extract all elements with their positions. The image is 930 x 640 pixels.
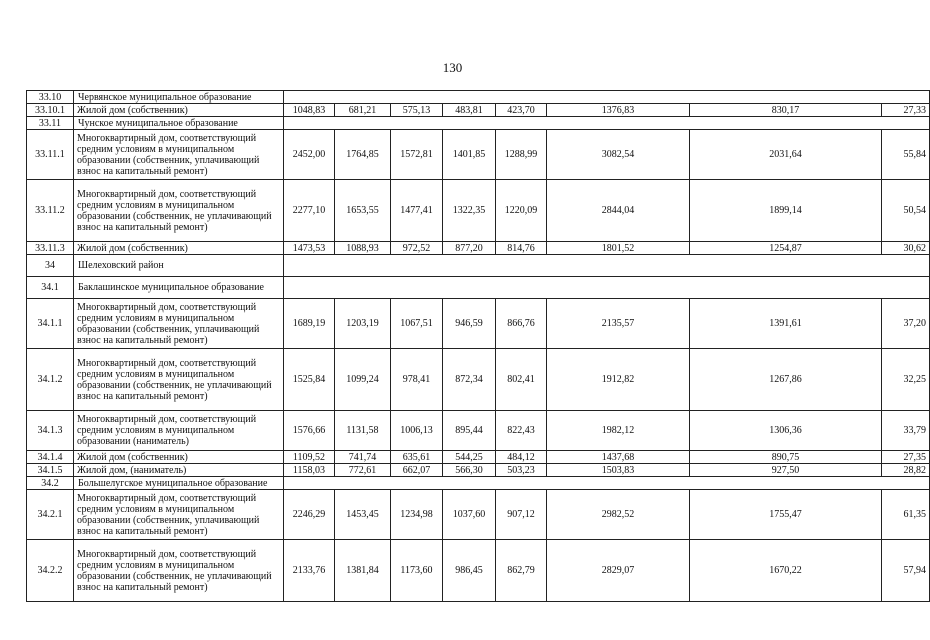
value-cell: 32,25 (882, 349, 930, 411)
value-cell: 1437,68 (547, 451, 690, 464)
value-cell: 972,52 (391, 242, 443, 255)
table-row (27, 540, 930, 602)
table-row (27, 130, 930, 180)
value-cell: 27,35 (882, 451, 930, 464)
value-cell: 946,59 (443, 299, 496, 349)
value-cell: 1525,84 (284, 349, 335, 411)
value-cell: 1131,58 (335, 411, 391, 451)
row-title: Многоквартирный дом, соответствующий средним условиям в муниципальном образовании (собственник, не уплачивающий взнос на капитальный ремонт) (74, 349, 284, 411)
value-cell: 2135,57 (547, 299, 690, 349)
value-cell: 2452,00 (284, 130, 335, 180)
value-cell: 1158,03 (284, 464, 335, 477)
section-row (27, 477, 930, 490)
value-cell: 1689,19 (284, 299, 335, 349)
value-cell: 1572,81 (391, 130, 443, 180)
section-title: Большелугское муниципальное образование (74, 477, 284, 490)
value-cell: 822,43 (496, 411, 547, 451)
value-cell: 862,79 (496, 540, 547, 602)
value-cell: 1899,14 (690, 180, 882, 242)
section-empty-cell (284, 477, 930, 490)
value-cell: 1912,82 (547, 349, 690, 411)
value-cell: 1801,52 (547, 242, 690, 255)
table-row (27, 451, 930, 464)
row-title: Жилой дом (собственник) (74, 104, 284, 117)
value-cell: 1088,93 (335, 242, 391, 255)
row-title: Жилой дом (собственник) (74, 242, 284, 255)
row-title: Жилой дом, (наниматель) (74, 464, 284, 477)
value-cell: 635,61 (391, 451, 443, 464)
value-cell: 1173,60 (391, 540, 443, 602)
value-cell: 1755,47 (690, 490, 882, 540)
value-cell: 2133,76 (284, 540, 335, 602)
value-cell: 33,79 (882, 411, 930, 451)
row-title: Многоквартирный дом, соответствующий средним условиям в муниципальном образовании (наниматель) (74, 411, 284, 451)
value-cell: 2982,52 (547, 490, 690, 540)
row-code: 34.1.5 (27, 464, 74, 477)
value-cell: 1322,35 (443, 180, 496, 242)
row-code: 34.2 (27, 477, 74, 490)
value-cell: 37,20 (882, 299, 930, 349)
value-cell: 28,82 (882, 464, 930, 477)
value-cell: 907,12 (496, 490, 547, 540)
table-row (27, 299, 930, 349)
value-cell: 1267,86 (690, 349, 882, 411)
value-cell: 1254,87 (690, 242, 882, 255)
value-cell: 483,81 (443, 104, 496, 117)
row-code: 34.1 (27, 277, 74, 299)
value-cell: 2844,04 (547, 180, 690, 242)
value-cell: 1220,09 (496, 180, 547, 242)
value-cell: 1306,36 (690, 411, 882, 451)
value-cell: 55,84 (882, 130, 930, 180)
section-empty-cell (284, 277, 930, 299)
table-row (27, 490, 930, 540)
value-cell: 1391,61 (690, 299, 882, 349)
section-title: Шелеховский район (74, 255, 284, 277)
value-cell: 1037,60 (443, 490, 496, 540)
row-code: 34.1.1 (27, 299, 74, 349)
value-cell: 566,30 (443, 464, 496, 477)
table-row (27, 104, 930, 117)
value-cell: 2829,07 (547, 540, 690, 602)
value-cell: 2246,29 (284, 490, 335, 540)
value-cell: 1764,85 (335, 130, 391, 180)
tariff-table (26, 90, 930, 602)
row-title: Многоквартирный дом, соответствующий средним условиям в муниципальном образовании (собственник, не уплачивающий взнос на капитальный ремонт) (74, 540, 284, 602)
section-row (27, 255, 930, 277)
page-number: 130 (442, 60, 463, 75)
row-code: 33.11 (27, 117, 74, 130)
value-cell: 1203,19 (335, 299, 391, 349)
value-cell: 1099,24 (335, 349, 391, 411)
value-cell: 423,70 (496, 104, 547, 117)
value-cell: 802,41 (496, 349, 547, 411)
value-cell: 1473,53 (284, 242, 335, 255)
value-cell: 830,17 (690, 104, 882, 117)
value-cell: 484,12 (496, 451, 547, 464)
section-empty-cell (284, 255, 930, 277)
value-cell: 1234,98 (391, 490, 443, 540)
table-row (27, 464, 930, 477)
value-cell: 2031,64 (690, 130, 882, 180)
section-title: Чунское муниципальное образование (74, 117, 284, 130)
section-title: Баклашинское муниципальное образование (74, 277, 284, 299)
row-code: 34.2.1 (27, 490, 74, 540)
section-row (27, 91, 930, 104)
row-title: Многоквартирный дом, соответствующий средним условиям в муниципальном образовании (собственник, уплачивающий взнос на капитальный ремонт) (74, 299, 284, 349)
value-cell: 890,75 (690, 451, 882, 464)
value-cell: 2277,10 (284, 180, 335, 242)
row-code: 34.2.2 (27, 540, 74, 602)
value-cell: 1477,41 (391, 180, 443, 242)
table-row (27, 180, 930, 242)
value-cell: 877,20 (443, 242, 496, 255)
value-cell: 662,07 (391, 464, 443, 477)
value-cell: 544,25 (443, 451, 496, 464)
row-code: 33.10 (27, 91, 74, 104)
value-cell: 57,94 (882, 540, 930, 602)
value-cell: 30,62 (882, 242, 930, 255)
value-cell: 575,13 (391, 104, 443, 117)
row-title: Жилой дом (собственник) (74, 451, 284, 464)
value-cell: 61,35 (882, 490, 930, 540)
row-code: 33.11.1 (27, 130, 74, 180)
value-cell: 1576,66 (284, 411, 335, 451)
value-cell: 1109,52 (284, 451, 335, 464)
section-title: Червянское муниципальное образование (74, 91, 284, 104)
value-cell: 895,44 (443, 411, 496, 451)
value-cell: 772,61 (335, 464, 391, 477)
value-cell: 741,74 (335, 451, 391, 464)
value-cell: 978,41 (391, 349, 443, 411)
value-cell: 1670,22 (690, 540, 882, 602)
row-code: 33.10.1 (27, 104, 74, 117)
value-cell: 1067,51 (391, 299, 443, 349)
row-code: 34.1.2 (27, 349, 74, 411)
row-code: 34 (27, 255, 74, 277)
row-code: 33.11.3 (27, 242, 74, 255)
value-cell: 50,54 (882, 180, 930, 242)
section-empty-cell (284, 91, 930, 104)
value-cell: 503,23 (496, 464, 547, 477)
section-row (27, 277, 930, 299)
value-cell: 681,21 (335, 104, 391, 117)
section-row (27, 117, 930, 130)
value-cell: 872,34 (443, 349, 496, 411)
table-row (27, 411, 930, 451)
value-cell: 1048,83 (284, 104, 335, 117)
value-cell: 866,76 (496, 299, 547, 349)
value-cell: 927,50 (690, 464, 882, 477)
table-row (27, 349, 930, 411)
value-cell: 1653,55 (335, 180, 391, 242)
row-code: 33.11.2 (27, 180, 74, 242)
row-code: 34.1.3 (27, 411, 74, 451)
value-cell: 3082,54 (547, 130, 690, 180)
value-cell: 814,76 (496, 242, 547, 255)
table-row (27, 242, 930, 255)
value-cell: 1401,85 (443, 130, 496, 180)
value-cell: 1982,12 (547, 411, 690, 451)
row-title: Многоквартирный дом, соответствующий средним условиям в муниципальном образовании (собственник, не уплачивающий взнос на капитальный ремонт) (74, 180, 284, 242)
section-empty-cell (284, 117, 930, 130)
value-cell: 1376,83 (547, 104, 690, 117)
value-cell: 986,45 (443, 540, 496, 602)
value-cell: 1288,99 (496, 130, 547, 180)
row-title: Многоквартирный дом, соответствующий средним условиям в муниципальном образовании (собственник, уплачивающий взнос на капитальный ремонт) (74, 130, 284, 180)
row-code: 34.1.4 (27, 451, 74, 464)
value-cell: 1381,84 (335, 540, 391, 602)
value-cell: 27,33 (882, 104, 930, 117)
value-cell: 1503,83 (547, 464, 690, 477)
value-cell: 1453,45 (335, 490, 391, 540)
row-title: Многоквартирный дом, соответствующий средним условиям в муниципальном образовании (собственник, уплачивающий взнос на капитальный ремонт) (74, 490, 284, 540)
value-cell: 1006,13 (391, 411, 443, 451)
